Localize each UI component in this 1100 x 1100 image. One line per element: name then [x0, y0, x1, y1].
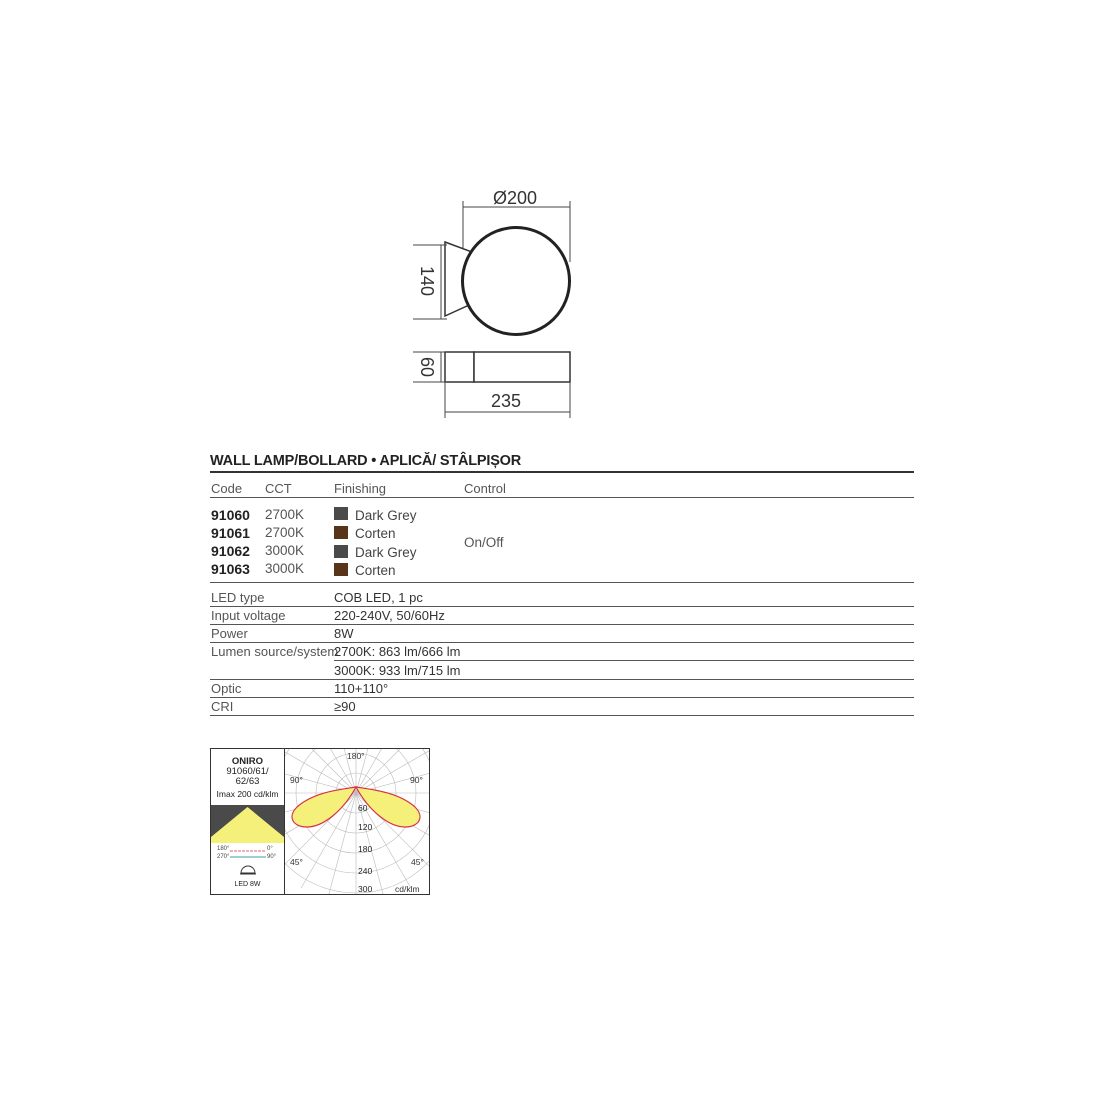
angle-label: 45°: [411, 857, 424, 867]
legend-lines: [230, 848, 268, 860]
header-cct: CCT: [265, 481, 292, 496]
divider: [210, 715, 914, 716]
finish-swatch-corten: [334, 563, 348, 576]
ring-label: 300: [358, 884, 373, 894]
divider: [210, 582, 914, 583]
divider: [334, 660, 914, 661]
legend-label: 0°: [267, 846, 273, 852]
lamp-front-view: [463, 228, 570, 335]
led-label: LED 8W: [234, 881, 261, 888]
spec-value: 110+110°: [334, 681, 389, 696]
finish-swatch-corten: [334, 526, 348, 539]
polar-chart: [285, 749, 429, 894]
spec-label: Power: [211, 626, 248, 641]
legend-label: 180°: [217, 846, 230, 852]
spec-label: LED type: [211, 590, 265, 605]
divider: [210, 624, 914, 625]
angle-label: 45°: [290, 857, 303, 867]
divider: [210, 679, 914, 680]
variant-cct: 2700K: [265, 507, 305, 522]
angle-label: 180°: [347, 751, 365, 761]
spec-value: COB LED, 1 pc: [334, 590, 423, 605]
led-icon: [238, 862, 258, 876]
divider: [210, 497, 914, 498]
dim-height: 140: [417, 266, 437, 297]
spec-value: 8W: [334, 626, 354, 641]
imax-label: Imax 200 cd/klm: [216, 789, 279, 799]
luminaire-name: ONIRO: [231, 756, 264, 767]
polar-spoke: [285, 749, 356, 793]
header-finishing: Finishing: [334, 481, 387, 496]
spec-value: ≥90: [334, 699, 356, 714]
variant-cct: 3000K: [265, 543, 305, 558]
header-control: Control: [464, 481, 506, 496]
ring-label: 60: [358, 803, 368, 813]
variant-finishing: Dark Grey: [355, 508, 417, 523]
spec-label: Input voltage: [211, 608, 286, 623]
spec-label: Optic: [211, 681, 242, 696]
photometric-legend-panel: [211, 749, 285, 894]
variant-code: 91063: [211, 561, 250, 577]
header-code: Code: [211, 481, 243, 496]
legend-label: 270°: [217, 854, 230, 860]
finish-swatch-dark-grey: [334, 545, 348, 558]
unit-label: cd/klm: [395, 884, 420, 894]
dim-diameter: Ø200: [493, 188, 538, 208]
photometric-diagram: [210, 748, 430, 895]
dim-length: 235: [491, 391, 522, 411]
divider: [210, 606, 914, 607]
control-value: On/Off: [464, 535, 504, 550]
ring-label: 240: [358, 866, 373, 876]
product-title: WALL LAMP/BOLLARD • APLICĂ/ STÂLPIȘOR: [210, 453, 522, 469]
finish-swatch-dark-grey: [334, 507, 348, 520]
divider: [210, 471, 914, 473]
spec-value: 220-240V, 50/60Hz: [334, 608, 445, 623]
spec-label: Lumen source/system: [211, 644, 339, 659]
dimension-drawing: [0, 0, 1100, 440]
variant-code: 91060: [211, 507, 250, 523]
variant-finishing: Dark Grey: [355, 545, 417, 560]
ring-label: 120: [358, 822, 373, 832]
angle-label: 90°: [410, 775, 423, 785]
luminaire-codes: 62/63: [235, 776, 260, 787]
spec-value: 2700K: 863 lm/666 lm: [334, 644, 461, 659]
variant-cct: 3000K: [265, 561, 305, 576]
ring-label: 180: [358, 844, 373, 854]
spec-label: CRI: [211, 699, 234, 714]
divider: [210, 642, 914, 643]
variant-finishing: Corten: [355, 563, 396, 578]
variant-finishing: Corten: [355, 526, 396, 541]
angle-label: 90°: [290, 775, 303, 785]
polar-spoke: [356, 749, 429, 793]
variant-code: 91061: [211, 525, 250, 541]
variant-cct: 2700K: [265, 525, 305, 540]
beam-icon: [211, 805, 284, 843]
legend-label: 90°: [267, 854, 277, 860]
lamp-side-view: [474, 352, 570, 382]
dim-depth: 60: [417, 357, 437, 378]
variant-code: 91062: [211, 543, 250, 559]
spec-value: 3000K: 933 lm/715 lm: [334, 663, 461, 678]
luminaire-codes: 91060/61/: [226, 766, 269, 777]
polar-spoke: [285, 749, 356, 793]
divider: [210, 697, 914, 698]
